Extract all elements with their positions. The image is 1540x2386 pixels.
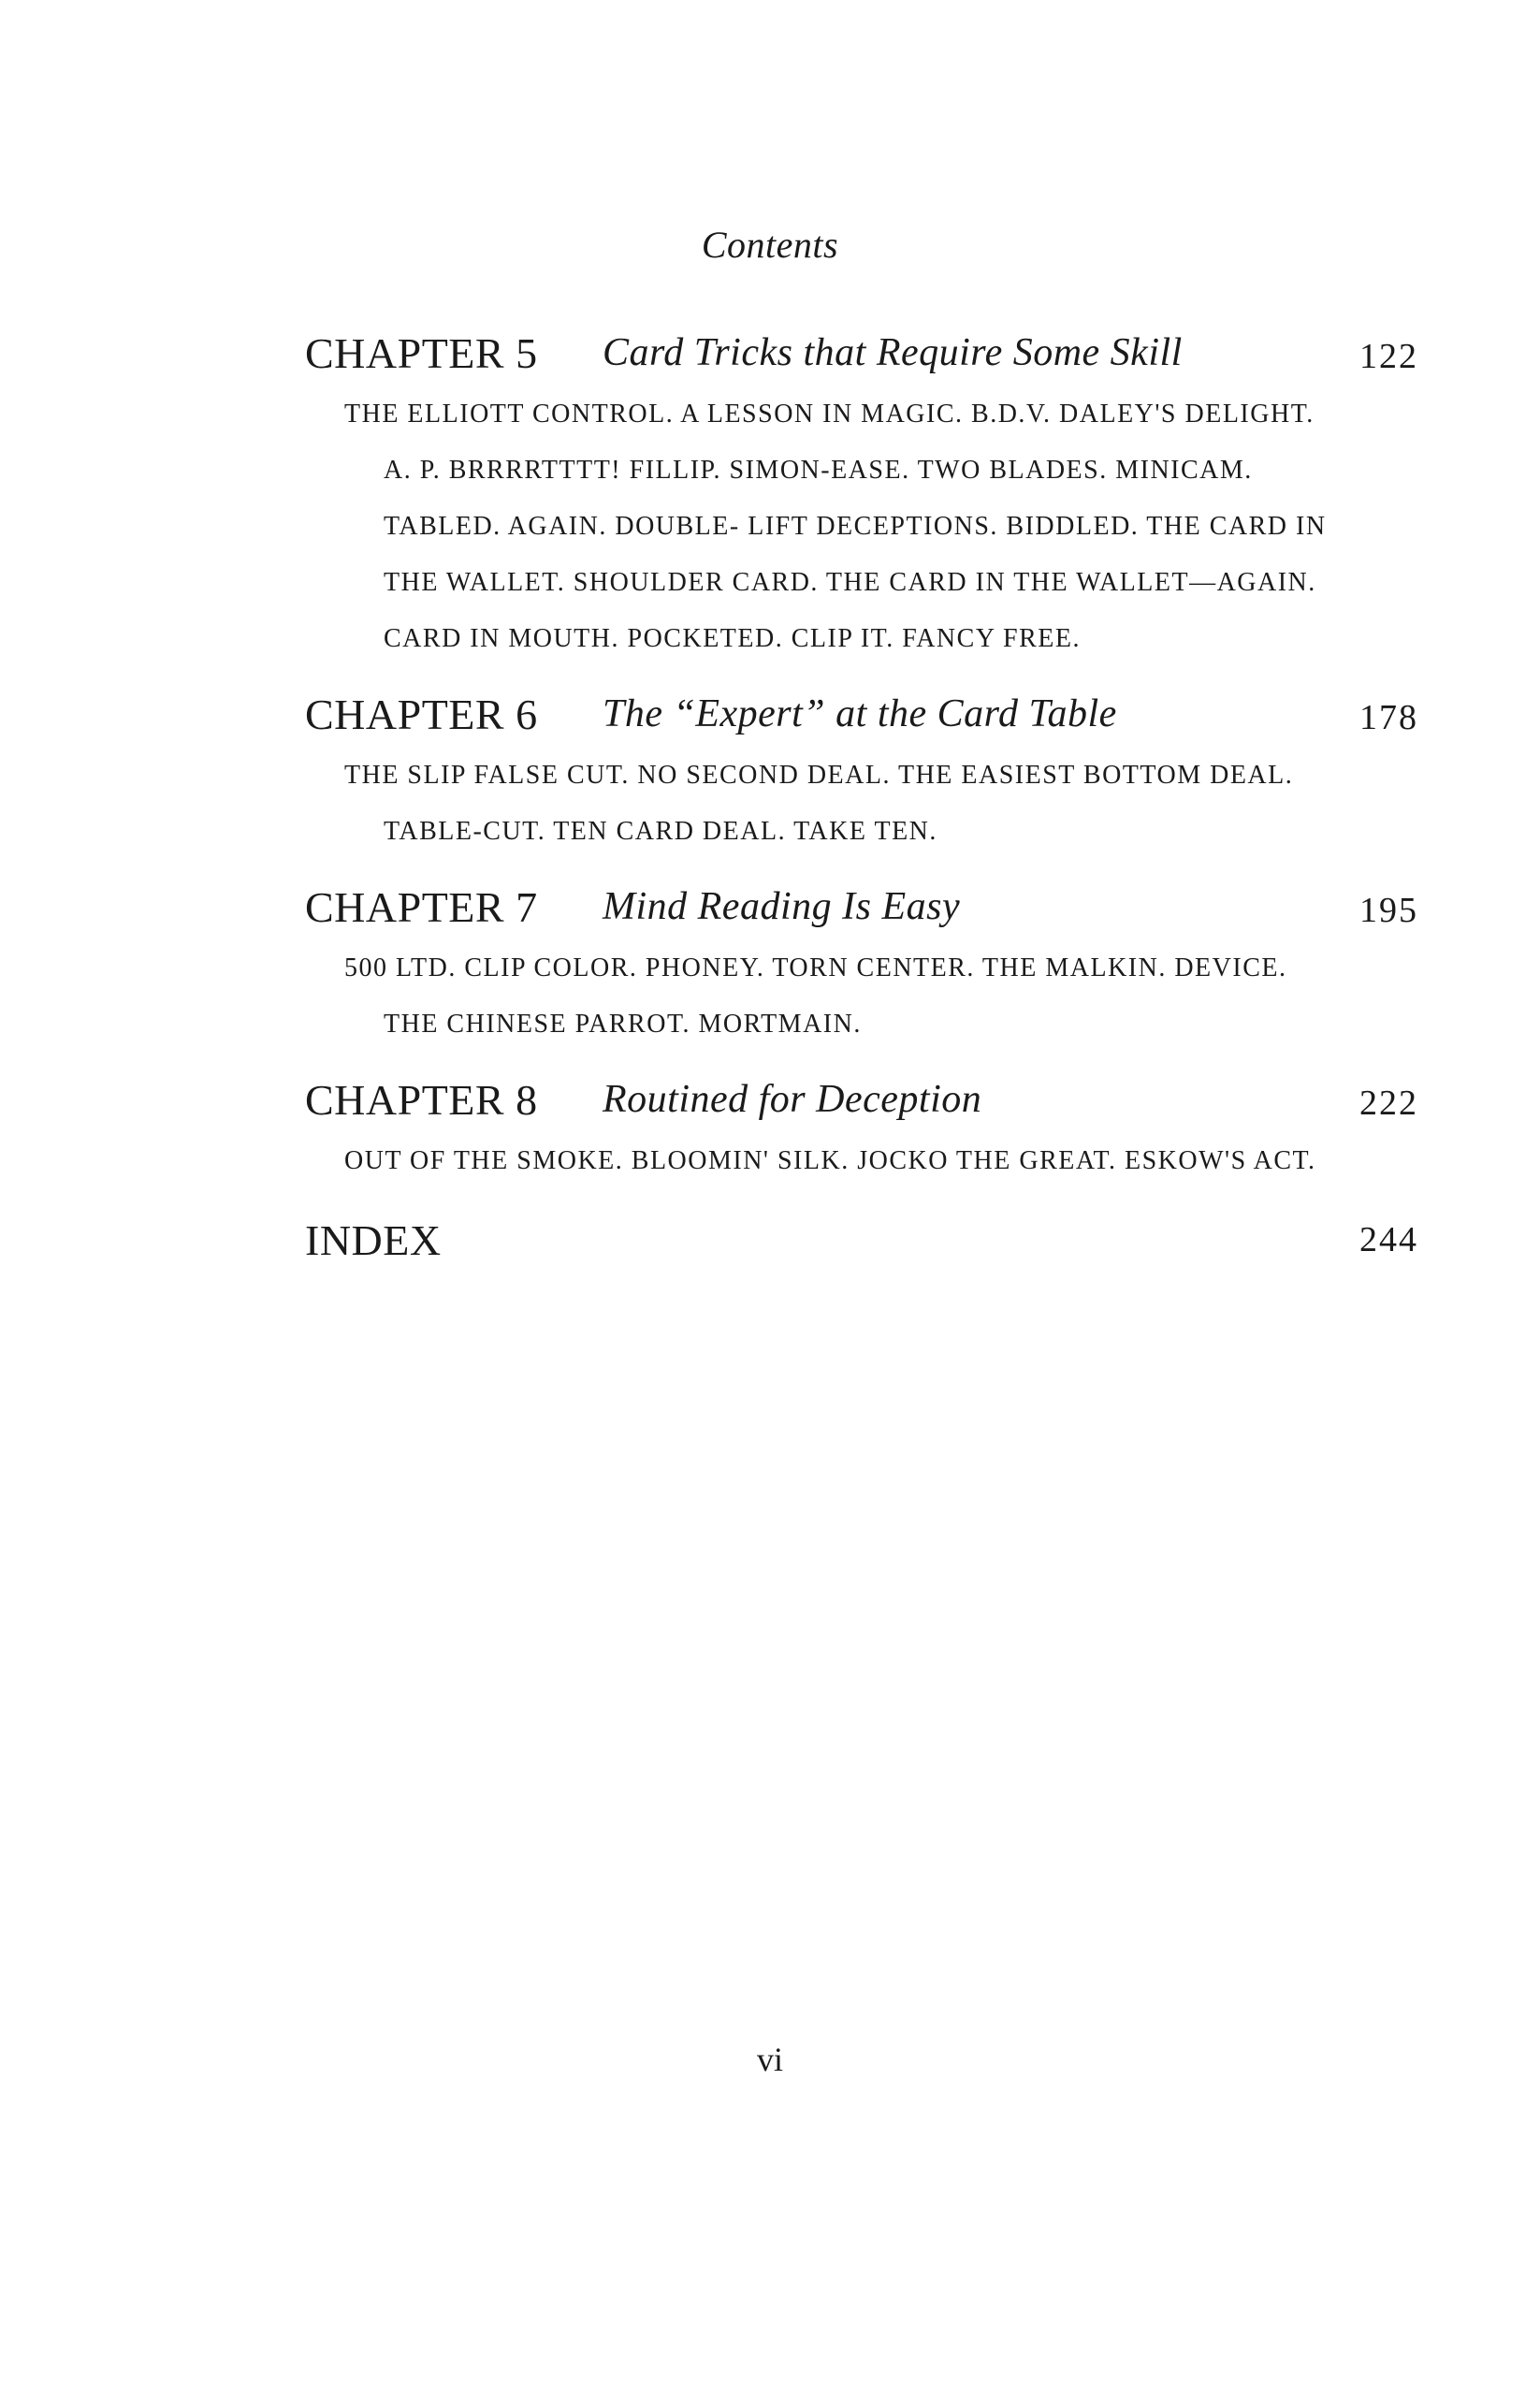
chapter-items: 500 LTD. CLIP COLOR. PHONEY. TORN CENTER. THE MALKIN. DEVICE. THE CHINESE PARROT. MORTMAIN. [344,953,1287,1039]
chapter-items: THE ELLIOTT CONTROL. A LESSON IN MAGIC. B.D.V. DALEY'S DELIGHT. A. P. BRRRRTTTT! FILLIP. SIMON-EASE. TWO BLADES. MINICAM. TABLED. AGAIN. DOUBLE- LIFT DECEPTIONS. BIDDLED. THE CARD IN THE WALLET. SHOULDER CARD. THE CARD IN THE WALLET—AGAIN. CARD IN MOUTH. POCKETED. CLIP IT. FANCY FREE. [344,400,1327,653]
chapter-title: Card Tricks that Require Some Skill [603,331,1183,374]
page-number: 195 [1359,891,1418,930]
chapter-line [305,877,1418,942]
chapter-items: THE SLIP FALSE CUT. NO SECOND DEAL. THE EASIEST BOTTOM DEAL. TABLE-CUT. TEN CARD DEAL. TAKE TEN. [344,761,1294,846]
page-folio: vi [756,2041,783,2078]
toc-entry-chapter-7 [305,877,1418,1053]
chapter-line [305,684,1418,749]
toc-entry-chapter-8 [305,1069,1418,1189]
toc-entry-chapter-5 [305,323,1418,667]
toc-entry-chapter-6 [305,684,1418,860]
table-of-contents [305,323,1418,1288]
page-number: 244 [1359,1220,1418,1259]
chapter-label: CHAPTER 5 [305,329,538,377]
chapter-items: OUT OF THE SMOKE. BLOOMIN' SILK. JOCKO THE GREAT. ESKOW'S ACT. [344,1146,1316,1175]
index-label: INDEX [305,1216,442,1264]
chapter-line [305,1069,1418,1135]
page-number: 222 [1359,1084,1418,1123]
chapter-line [305,323,1418,388]
chapter-label: CHAPTER 7 [305,883,538,931]
toc-entry-index [305,1206,1418,1272]
chapter-title: The “Expert” at the Card Table [603,692,1117,735]
chapter-label: CHAPTER 6 [305,691,538,738]
index-line [305,1206,1418,1272]
chapter-title: Routined for Deception [603,1078,982,1121]
chapter-label: CHAPTER 8 [305,1076,538,1124]
page-number: 178 [1359,698,1418,737]
page-heading: Contents [701,224,839,266]
chapter-title: Mind Reading Is Easy [603,885,961,928]
page-number: 122 [1359,337,1418,376]
